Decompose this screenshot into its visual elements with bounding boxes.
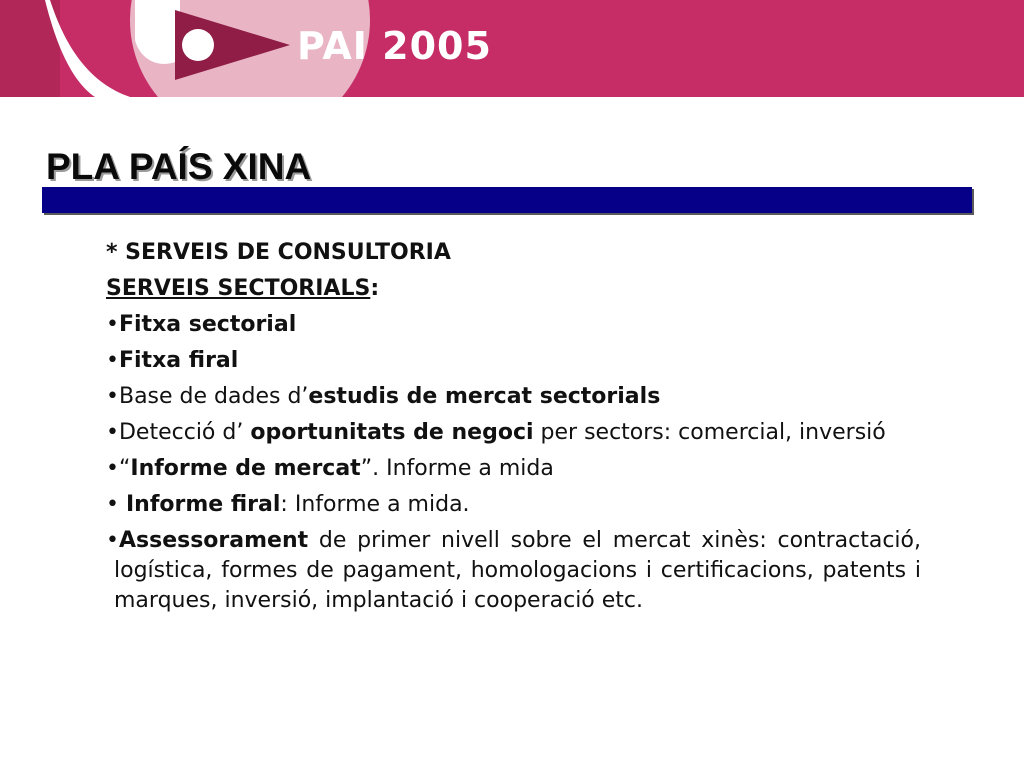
item-bold: Fitxa sectorial [118,312,297,337]
list-item [106,346,921,376]
logo-dot [182,29,214,61]
list-item [106,526,921,616]
item-post: ”. Informe a mida [360,456,554,481]
item-post: per sectors: comercial, inversió [533,420,886,445]
subheading-text: SERVEIS SECTORIALS [106,276,371,301]
bullet: • [106,312,119,337]
section-heading: * SERVEIS DE CONSULTORIA [106,240,451,265]
bullet: • [106,384,119,409]
list-item [106,454,921,484]
item-post: de primer nivell sobre el mercat xinès: contractació, logística, formes de pagament, homologacions i certificacions, patents i marques, inversió, implantació i cooperació etc. [114,528,921,613]
logo-graphic [0,0,1024,97]
item-bold: oportunitats de negoci [250,420,534,445]
item-pre: “ [118,456,131,481]
subheading-colon: : [370,276,380,301]
list-item [106,490,921,520]
item-bold: Informe de mercat [130,456,361,481]
bullet: • [106,528,119,553]
item-pre: Detecció d’ [118,420,251,445]
bullet: • [106,492,126,517]
item-bold: Fitxa firal [118,348,239,373]
bullet: • [106,348,119,373]
header-banner [0,0,1024,97]
bullet: • [106,420,119,445]
item-post: : Informe a mida. [280,492,470,517]
list-item [106,310,921,340]
item-pre: Base de dades d’ [118,384,309,409]
list-item [106,382,921,412]
section-subheading [106,274,921,304]
title-rule-bar [42,187,972,213]
bullet: • [106,456,119,481]
slide-title: PLA PAÍS XINA [46,146,312,187]
item-bold: estudis de mercat sectorials [308,384,661,409]
item-bold: Informe firal [125,492,281,517]
slide-content [106,238,921,622]
item-bold: Assessorament [118,528,309,553]
list-item [106,418,921,448]
brand-label: PAI 2005 [297,24,492,68]
